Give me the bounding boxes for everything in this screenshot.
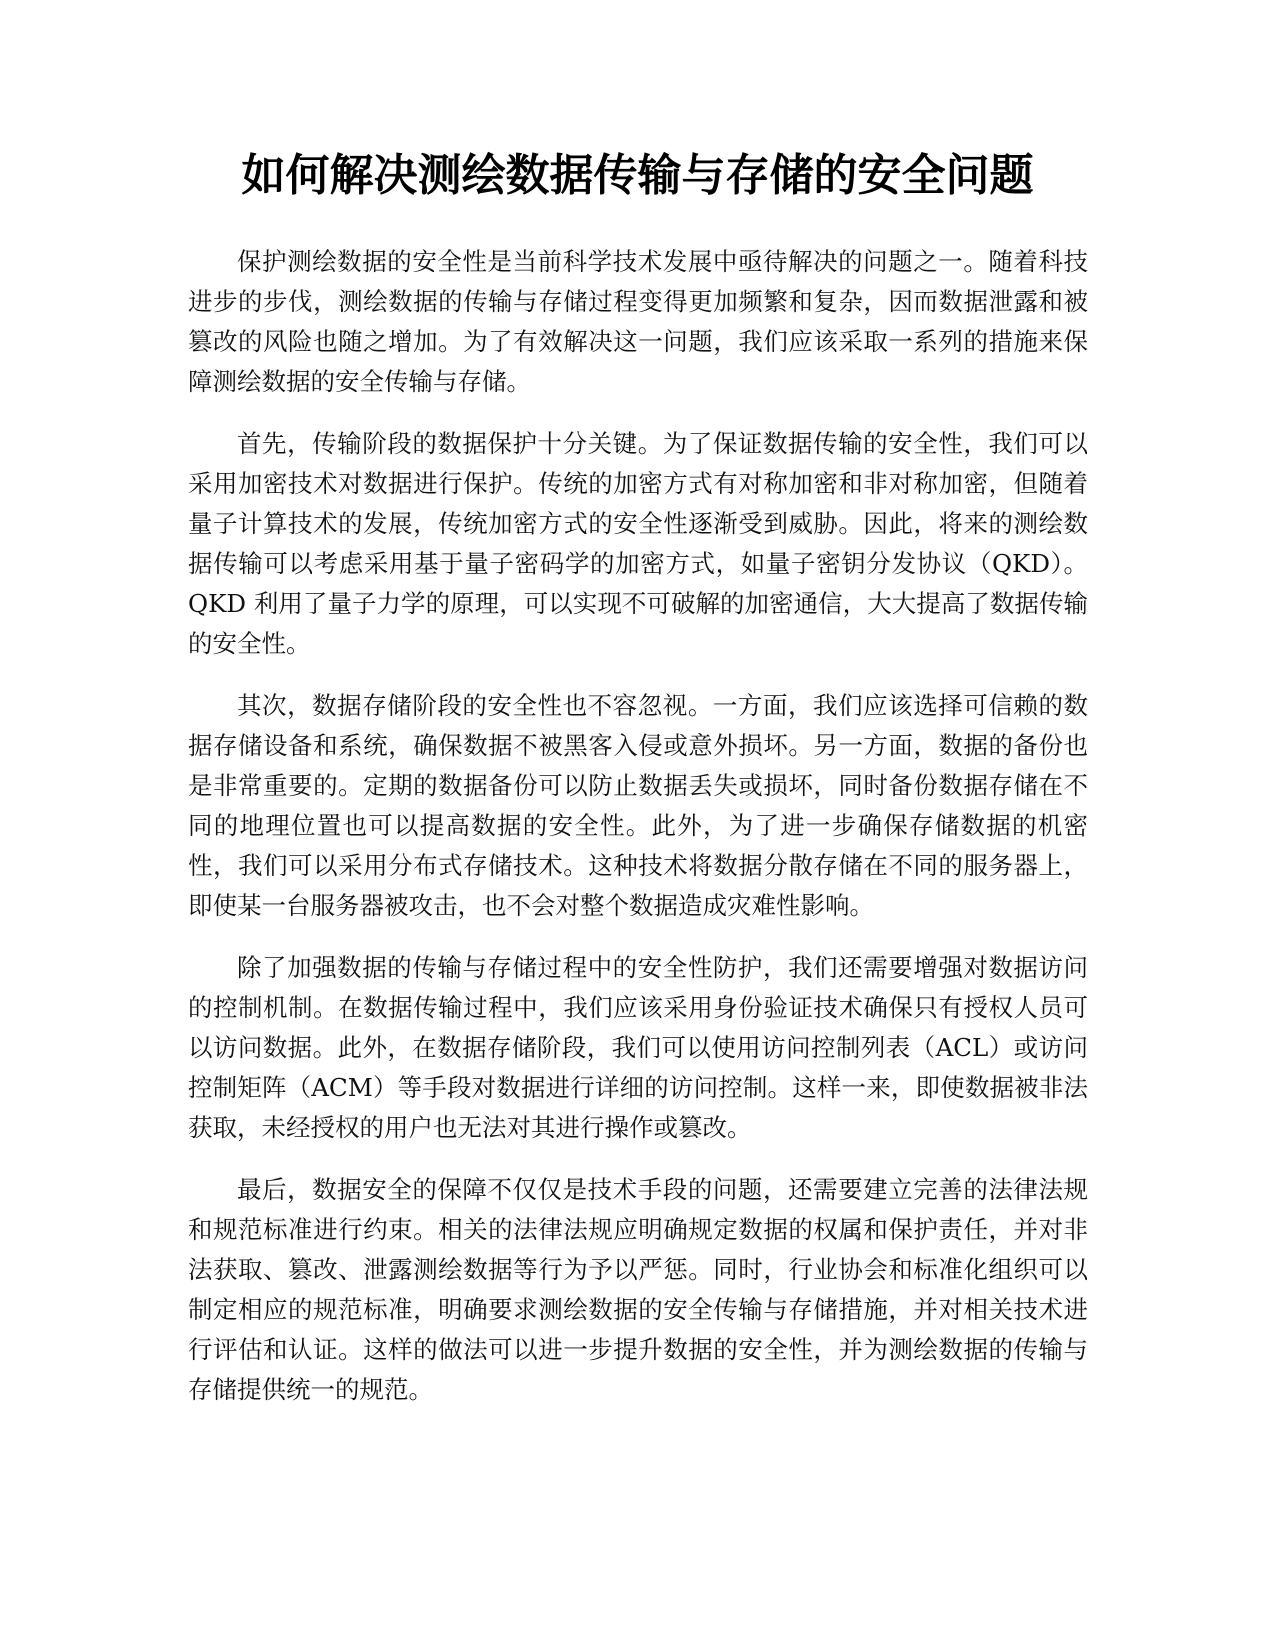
paragraph-intro: 保护测绘数据的安全性是当前科学技术发展中亟待解决的问题之一。随着科技进步的步伐，测绘数据的传输与存储过程变得更加频繁和复杂，因而数据泄露和被篡改的风险也随之增加。为了有效解决这一问题，我们应该采取一系列的措施来保障测绘数据的安全传输与存储。 [188, 247, 1088, 396]
document-title: 如何解决测绘数据传输与存储的安全问题 [241, 150, 1034, 201]
paragraph-transmission: 首先，传输阶段的数据保护十分关键。为了保证数据传输的安全性，我们可以采用加密技术对数据进行保护。传统的加密方式有对称加密和非对称加密，但随着量子计算技术的发展，传统加密方式的安全性逐渐受到威胁。因此，将来的测绘数据传输可以考虑采用基于量子密码学的加密方式，如量子密钥分发协议（QKD）。QKD 利用了量子力学的原理，可以实现不可破解的加密通信，大大提高了数据传输的安全性。 [188, 429, 1088, 658]
paragraph-access-control: 除了加强数据的传输与存储过程中的安全性防护，我们还需要增强对数据访问的控制机制。在数据传输过程中，我们应该采用身份验证技术确保只有授权人员可以访问数据。此外，在数据存储阶段，我们可以使用访问控制列表（ACL）或访问控制矩阵（ACM）等手段对数据进行详细的访问控制。这样一来，即使数据被非法获取，未经授权的用户也无法对其进行操作或篡改。 [188, 953, 1088, 1142]
paragraph-storage: 其次，数据存储阶段的安全性也不容忽视。一方面，我们应该选择可信赖的数据存储设备和系统，确保数据不被黑客入侵或意外损坏。另一方面，数据的备份也是非常重要的。定期的数据备份可以防止数据丢失或损坏，同时备份数据存储在不同的地理位置也可以提高数据的安全性。此外，为了进一步确保存储数据的机密性，我们可以采用分布式存储技术。这种技术将数据分散存储在不同的服务器上，即使某一台服务器被攻击，也不会对整个数据造成灾难性影响。 [188, 691, 1088, 920]
document-body [188, 242, 1088, 1432]
paragraph-regulation: 最后，数据安全的保障不仅仅是技术手段的问题，还需要建立完善的法律法规和规范标准进行约束。相关的法律法规应明确规定数据的权属和保护责任，并对非法获取、篡改、泄露测绘数据等行为予以严惩。同时，行业协会和标准化组织可以制定相应的规范标准，明确要求测绘数据的安全传输与存储措施，并对相关技术进行评估和认证。这样的做法可以进一步提升数据的安全性，并为测绘数据的传输与存储提供统一的规范。 [188, 1175, 1088, 1404]
